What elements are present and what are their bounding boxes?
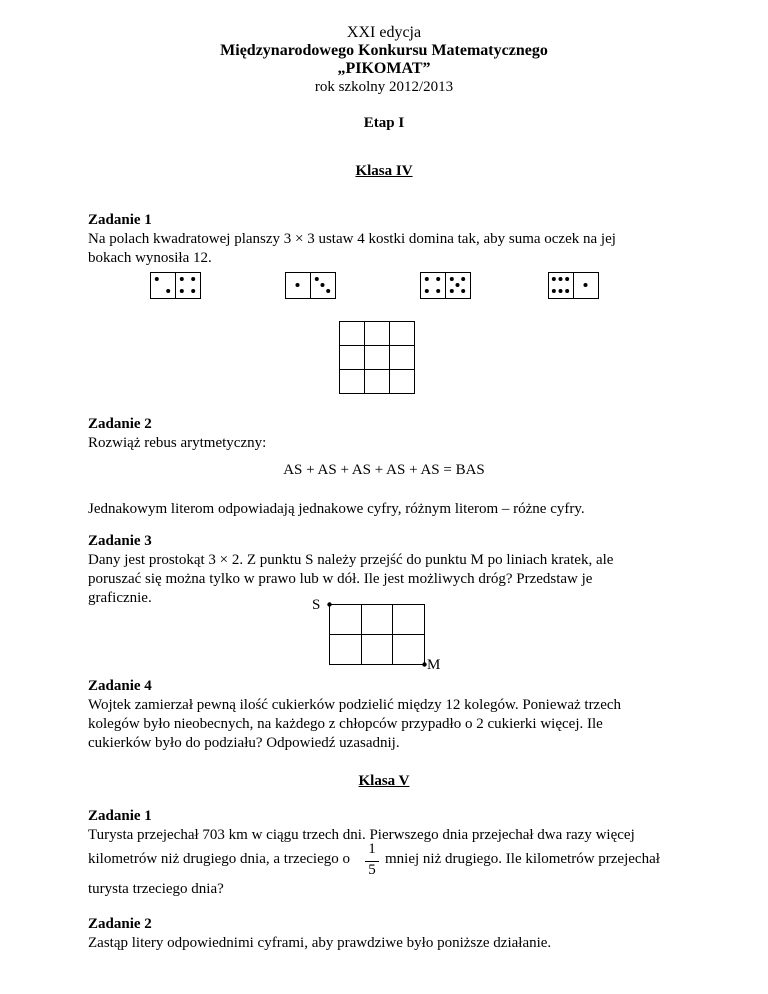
grid-3x2: [326, 601, 436, 671]
domino-pip: [559, 277, 563, 281]
c4-task3-title: Zadanie 3: [88, 533, 152, 549]
class-5-heading: Klasa V: [358, 773, 410, 789]
c5-task2-line: Zastąp litery odpowiednimi cyframi, aby prawdziwe było poniższe działanie.: [88, 935, 552, 951]
c4-task2-line: Rozwiąż rebus arytmetyczny:: [88, 435, 267, 451]
domino-pip: [425, 277, 429, 281]
c4-task4: [88, 677, 688, 753]
board-3x3: [339, 321, 419, 395]
domino-pip: [436, 289, 440, 293]
c4-task4-line: Wojtek zamierzał pewną ilość cukierków podzielić między 12 kolegów. Ponieważ trzech: [88, 697, 622, 713]
c4-task4-title: Zadanie 4: [88, 678, 152, 694]
c5-task1-title: Zadanie 1: [88, 808, 152, 824]
domino-pip: [565, 289, 569, 293]
rebus-equation: AS + AS + AS + AS + AS = BAS: [283, 462, 485, 478]
c5-task2: [88, 915, 688, 953]
domino-pip: [450, 277, 454, 281]
c5-task1-line3: turysta trzeciego dnia?: [88, 881, 224, 897]
c4-task3-line: graficznie.: [88, 590, 152, 606]
class-4-heading: Klasa IV: [355, 163, 413, 179]
domino-pip: [315, 277, 319, 281]
domino-pip: [425, 289, 429, 293]
domino-pip: [191, 277, 195, 281]
domino-pip: [461, 277, 465, 281]
point-m-label: M: [427, 657, 441, 673]
c5-task1-line2-before: kilometrów niż drugiego dnia, a trzeciego o: [88, 851, 350, 867]
c4-task3-line: poruszać się można tylko w prawo lub w dół. Ile jest możliwych dróg? Przedstaw je: [88, 571, 593, 587]
c4-task2-note-line: Jednakowym literom odpowiadają jednakowe cyfry, różnym literom – różne cyfry.: [88, 501, 585, 517]
c4-task2-title: Zadanie 2: [88, 416, 152, 432]
domino-pip: [191, 289, 195, 293]
domino-pip: [436, 277, 440, 281]
c5-task1: [88, 807, 688, 845]
point-s-label: S: [312, 597, 321, 613]
domino-pip: [180, 277, 184, 281]
domino-pip: [296, 283, 300, 287]
fraction-denominator: 5: [368, 862, 376, 878]
domino-pip: [552, 277, 556, 281]
c4-task2-note: [88, 500, 688, 519]
domino-tile: [286, 272, 336, 299]
c4-task3: [88, 532, 688, 608]
domino-pip: [565, 277, 569, 281]
stage-label: Etap I: [363, 115, 405, 131]
domino-tile: [151, 272, 201, 299]
domino-tile: [421, 272, 471, 299]
c4-task4-line: cukierków było do podziału? Odpowiedź uzasadnij.: [88, 735, 400, 751]
contest-name: „PIKOMAT”: [337, 60, 431, 77]
domino-pip: [456, 283, 460, 287]
school-year: rok szkolny 2012/2013: [314, 79, 454, 95]
domino-pip: [450, 289, 454, 293]
domino-pip: [180, 289, 184, 293]
domino-pip: [155, 277, 159, 281]
domino-pip: [559, 289, 563, 293]
fraction-numerator: 1: [368, 841, 376, 857]
domino-pip: [461, 289, 465, 293]
domino-pip: [326, 289, 330, 293]
c5-task2-title: Zadanie 2: [88, 916, 152, 932]
point-s-dot: [327, 602, 331, 606]
domino-pip: [552, 289, 556, 293]
domino-tile: [549, 272, 599, 299]
c4-task4-line: kolegów było nieobecnych, na każdego z chłopców przypadło o 2 cukierki więcej. Ile: [88, 716, 603, 732]
c4-task2: [88, 415, 688, 453]
domino-tiles: [0, 0, 768, 330]
c4-task1-line: bokach wynosiła 12.: [88, 250, 212, 266]
domino-pip: [166, 289, 170, 293]
edition: XXI edycja: [346, 24, 422, 41]
c5-task1-line1: Turysta przejechał 703 km w ciągu trzech dni. Pierwszego dnia przejechał dwa razy więcej: [88, 827, 635, 843]
c4-task3-line: Dany jest prostokąt 3 × 2. Z punktu S należy przejść do punktu M po liniach kratek, ale: [88, 552, 614, 568]
c4-task1-title: Zadanie 1: [88, 212, 152, 228]
c5-task1-line2-after: mniej niż drugiego. Ile kilometrów przejechał: [385, 851, 660, 867]
contest-title: Międzynarodowego Konkursu Matematycznego: [220, 42, 548, 59]
domino-pip: [321, 283, 325, 287]
domino-pip: [584, 283, 588, 287]
c4-task1-line: Na polach kwadratowej planszy 3 × 3 ustaw 4 kostki domina tak, aby suma oczek na jej: [88, 231, 616, 247]
